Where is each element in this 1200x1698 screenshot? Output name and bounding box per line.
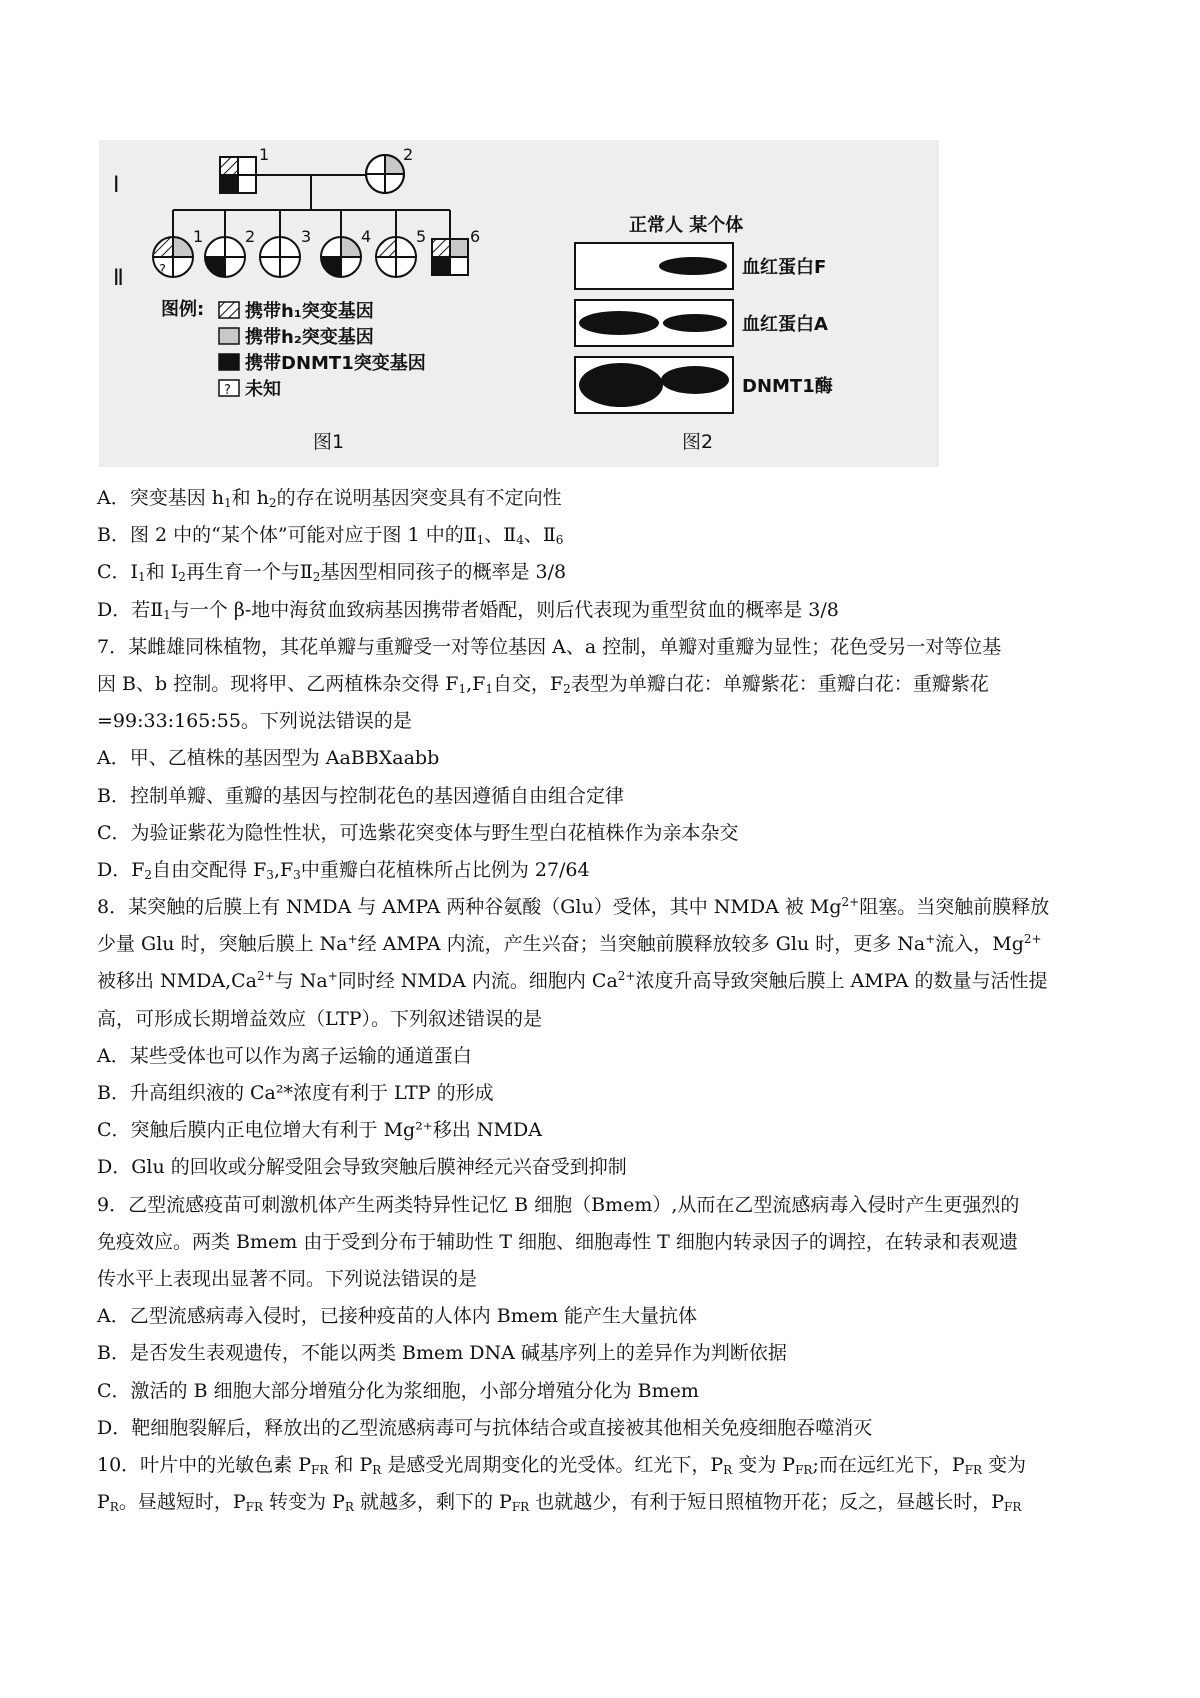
text-line: C．$I_1$和 $I_2$再生育一个与$Ⅱ_2$基因型相同孩子的概率是 3/8: [97, 561, 567, 585]
pedigree-II5-female: [376, 237, 416, 277]
legend-label-dnmt1: 携带DNMT1突变基因: [245, 353, 426, 374]
figure-area: [99, 140, 939, 467]
text-line: C．激活的 B 细胞大部分增殖分化为浆细胞，小部分增殖分化为 Bmem: [97, 1379, 699, 1402]
pedigree-II3-female: [260, 237, 300, 277]
text-line: A．某些受体也可以作为离子运输的通道蛋白: [97, 1044, 472, 1067]
blot-label-hba: 血红蛋白A: [742, 314, 828, 335]
blot-band-dnmt1-individual: [661, 366, 729, 394]
generation-label-I: Ⅰ: [113, 173, 120, 198]
text-line: D．靶细胞裂解后，释放出的乙型流感病毒可与抗体结合或直接被其他相关免疫细胞吞噬消灭: [97, 1416, 873, 1439]
pedigree-I1-male: [220, 157, 256, 193]
text-line: 10．叶片中的光敏色素 $P_{FR}$ 和 $P_R$ 是感受光周期变化的光受体。红光下，$P_R$ 变为 $P_{FR}$;而在远红光下，$P_{FR}$ 变为: [97, 1453, 1027, 1477]
text-line: B．控制单瓣、重瓣的基因与控制花色的基因遵循自由组合定律: [97, 784, 624, 807]
legend-swatch-dnmt1: [219, 354, 239, 370]
pedigree-id-I2: 2: [403, 145, 414, 164]
text-line: D．Glu 的回收或分解受阻会导致突触后膜神经元兴奋受到抑制: [97, 1156, 627, 1179]
blot-label-dnmt1: DNMT1酶: [742, 376, 833, 397]
legend-swatch-h1: [219, 302, 239, 318]
text-line: D．$F_2$自由交配得 $F_3,F_3$中重瓣白花植株所占比例为 27/64: [97, 858, 590, 882]
text-line: B．是否发生表观遗传，不能以两类 Bmem DNA 碱基序列上的差异作为判断依据: [97, 1342, 787, 1365]
pedigree-id-II1: 1: [193, 227, 204, 246]
text-line: 8．某突触的后膜上有 NMDA 与 AMPA 两种谷氨酸（Glu）受体，其中 NMDA 被 $Mg^{2+}$阻塞。当突触前膜释放: [97, 895, 1050, 919]
blot-label-hbf: 血红蛋白F: [742, 257, 827, 278]
text-line: 因 B、b 控制。现将甲、乙两植株杂交得 $F_1,F_1$自交，$F_2$表型为单瓣白花：单瓣紫花：重瓣白花：重瓣紫花: [97, 672, 989, 696]
text-line: $P_R$。昼越短时，$P_{FR}$ 转变为 $P_R$ 就越多，剩下的 $P_{FR}$ 也就越少，有利于短日照植物开花；反之，昼越长时，$P_{FR}$: [97, 1491, 1022, 1515]
text-line: C．为验证紫花为隐性性状，可选紫花突变体与野生型白花植株作为亲本杂交: [97, 821, 739, 844]
text-line: A．乙型流感病毒入侵时，已接种疫苗的人体内 Bmem 能产生大量抗体: [97, 1305, 698, 1328]
legend-title: 图例:: [161, 299, 205, 320]
legend-label-unknown: 未知: [245, 379, 281, 400]
text-line: A．突变基因 $h_1$和 $h_2$的存在说明基因突变具有不定向性: [97, 487, 562, 510]
text-line: 7．某雌雄同株植物，其花单瓣与重瓣受一对等位基因 A、a 控制，单瓣对重瓣为显性；花色受另一对等位基: [97, 635, 1002, 658]
text-line: 少量 Glu 时，突触后膜上 Na+经 AMPA 内流，产生兴奋；当突触前膜释放较多 Glu 时，更多 Na+流入，$Mg^{2+}$: [97, 932, 1042, 956]
text-line: =99:33:165:55。下列说法错误的是: [97, 710, 412, 733]
figures-svg: [99, 140, 939, 467]
text-line: B．图 2 中的“某个体”可能对应于图 1 中的$Ⅱ_1$、$Ⅱ_4$、$Ⅱ_6$: [97, 524, 564, 548]
figure2-caption: 图2: [682, 431, 714, 453]
blot-band-dnmt1-normal: [579, 363, 663, 407]
blot-band-hbf-individual: [659, 257, 727, 275]
blot-band-hba-normal: [579, 311, 659, 335]
pedigree-id-II2: 2: [245, 227, 256, 246]
pedigree-id-II6: 6: [470, 227, 481, 246]
question-text: [97, 480, 1107, 1521]
figure1-caption: 图1: [313, 431, 345, 453]
text-line: D．若$Ⅱ_1$与一个 β-地中海贫血致病基因携带者婚配，则后代表现为重型贫血的概率是 3/8: [97, 598, 839, 622]
text-line: 传水平上表现出显著不同。下列说法错误的是: [97, 1267, 478, 1290]
pedigree-I2-female: [366, 155, 404, 193]
pedigree-connectors: [173, 175, 450, 239]
pedigree-II1-female: [153, 237, 193, 278]
pedigree-id-II5: 5: [416, 227, 427, 246]
text-line: 被移出 $NMDA,Ca^{2+}$与 Na+同时经 NMDA 内流。细胞内 $Ca^{2+}$浓度升高导致突触后膜上 AMPA 的数量与活性提: [97, 969, 1048, 993]
pedigree-II4-female: [321, 237, 361, 277]
blot-column-headers: 正常人 某个体: [629, 215, 744, 236]
legend-label-h1: 携带h₁突变基因: [245, 301, 374, 322]
legend-swatch-h2: [219, 328, 239, 344]
pedigree-II2-female: [205, 237, 245, 277]
text-line: 高，可形成长期增益效应（LTP）。下列叙述错误的是: [97, 1007, 543, 1030]
legend-label-h2: 携带h₂突变基因: [245, 327, 374, 348]
unknown-mark: ?: [159, 263, 166, 278]
pedigree-id-I1: 1: [259, 145, 270, 164]
pedigree-id-II3: 3: [301, 227, 312, 246]
text-line: A．甲、乙植株的基因型为 AaBBXaabb: [97, 747, 440, 770]
pedigree-II6-male: [432, 239, 468, 275]
blot-band-hba-individual: [663, 314, 727, 332]
text-line: C．突触后膜内正电位增大有利于 Mg²⁺移出 NMDA: [97, 1119, 542, 1142]
text-line: B．升高组织液的 Ca²*浓度有利于 LTP 的形成: [97, 1082, 494, 1104]
text-line: 9．乙型流感疫苗可刺激机体产生两类特异性记忆 B 细胞（Bmem）,从而在乙型流感病毒入侵时产生更强烈的: [97, 1193, 1020, 1216]
generation-label-II: Ⅱ: [113, 266, 124, 291]
pedigree-id-II4: 4: [361, 227, 372, 246]
text-line: 免疫效应。两类 Bmem 由于受到分布于辅助性 T 细胞、细胞毒性 T 细胞内转录因子的调控，在转录和表观遗: [97, 1230, 1018, 1253]
legend-unknown-symbol: ?: [224, 383, 231, 398]
